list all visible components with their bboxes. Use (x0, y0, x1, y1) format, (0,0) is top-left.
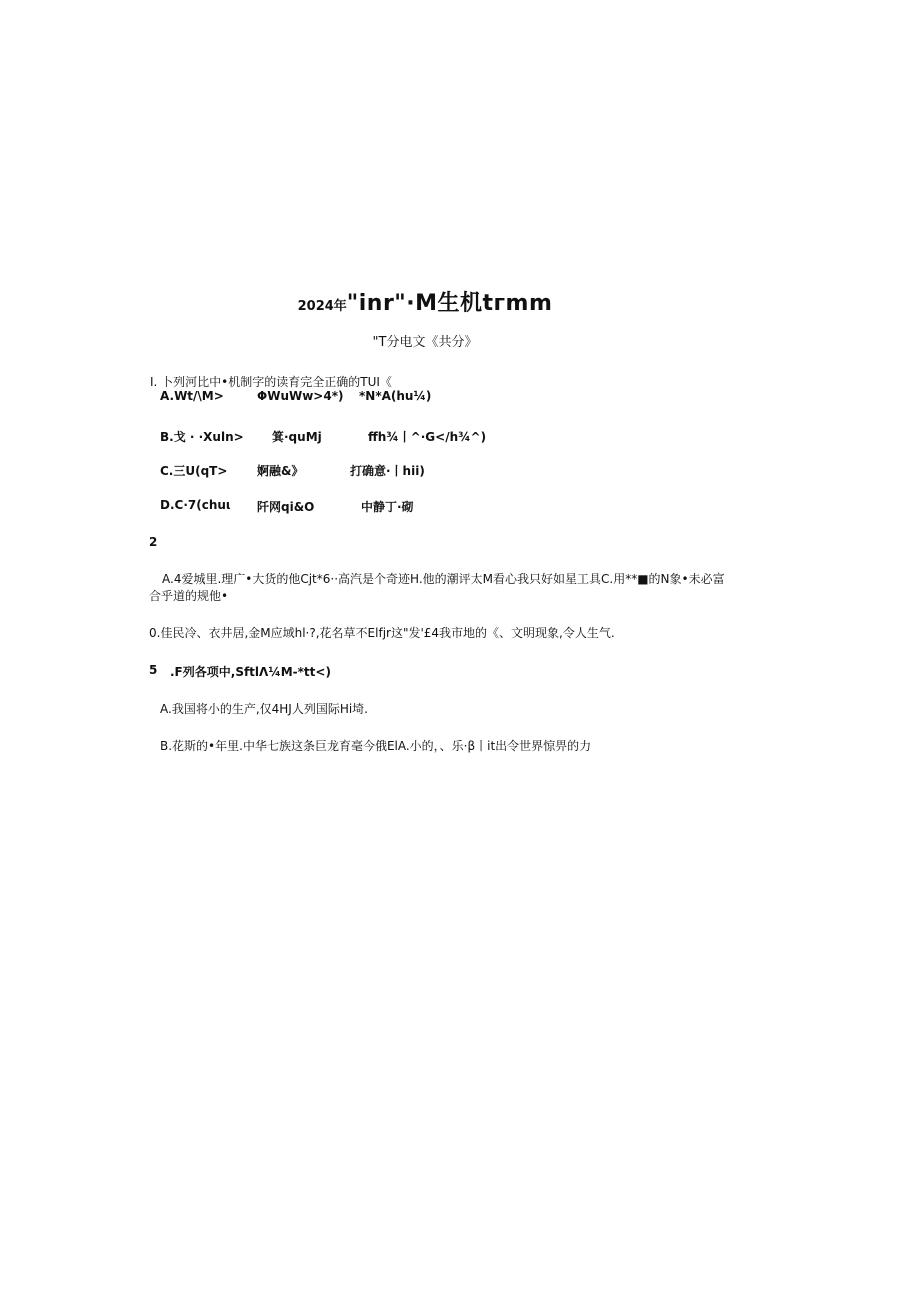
section-subtitle: "T分电文《共分》 (372, 335, 478, 350)
question-2-number: 2 (149, 535, 158, 549)
q1-option-d-3: 中静丁·砌 (361, 500, 414, 514)
q2-option-d-line: 0.佳民冷、衣井居,金M应域hl·?,花名草不Elfjr这"发'£4我市地的《、文明现象,令人生气. (149, 626, 615, 640)
q2-option-a-line2: 合乎道的规他• (149, 589, 229, 603)
q3-option-b: B.花斯的•年里.中华七族这条巨龙育毫今俄ElA.小的，、乐·β丨it出令世界惊畀的力 (160, 739, 592, 753)
title-year: 2024年 (297, 299, 347, 314)
q1-option-c-2: 婀融&》 (257, 464, 304, 478)
q3-option-a: A.我国将小的生产,仅4HJ人列国际Hi埼. (160, 702, 368, 716)
q1-option-b-2: 箕·quMj (272, 430, 322, 444)
q1-option-a-3: *N*A(hu¼) (359, 389, 432, 403)
q1-option-a-1: A.Wt/\M> (160, 389, 224, 403)
q1-option-a-2: ΦWuWw>4*) (257, 389, 344, 403)
question-3-stem: .F列各项中,SftlΛ¼M-*tt<) (170, 665, 331, 679)
title-main: "inr"·M生机tгmm (346, 291, 553, 316)
question-1-stem: I. 卜列河比中•机制字的读育完全正确的TUI《 (150, 375, 392, 389)
q1-option-c-1: C.三U(qT> (160, 464, 228, 478)
q1-option-c-3: 打确意·丨hii) (350, 464, 425, 478)
q1-option-b-1: B.戈 · ·Xuln> (160, 430, 244, 444)
q2-option-a-line1: A.4爱城里.理广•大货的他Cjt*6··高汽是个奇迹H.他的潮评太M看心我只好如星工具C.用**■的N象•未必富 (162, 572, 725, 586)
question-3-number: 5 (149, 663, 158, 677)
page-title (0, 286, 850, 317)
q1-option-b-3: ffh¾丨^·G</h¾^) (368, 430, 487, 444)
q1-option-d-1: D.C·7(chuι (160, 498, 231, 512)
q1-option-d-2: 阡网qi&O (257, 500, 315, 514)
